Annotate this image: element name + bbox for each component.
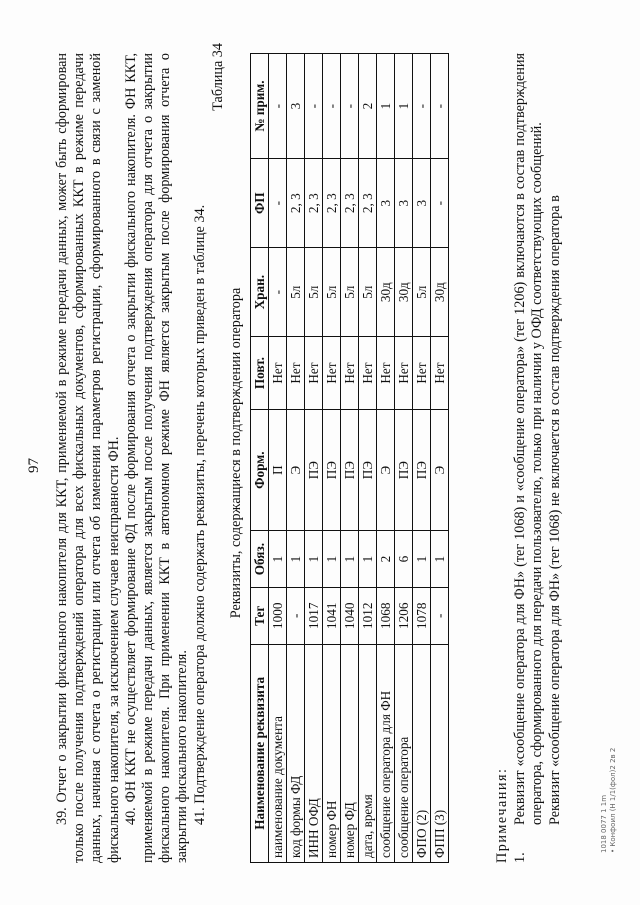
table-row [305,53,323,862]
table-cell: сообщение оператора для ФН [377,644,395,862]
col-header-tag: Тег [251,587,269,644]
table-cell: 1 [395,53,413,158]
table-cell: 2 [377,530,395,587]
table-cell: 1 [305,530,323,587]
table-title: Реквизиты, содержащиеся в подтверждении оператора [228,287,244,618]
table-row [377,53,395,862]
note-item [512,53,564,863]
table-cell: Нет [395,336,413,409]
table-cell: - [305,53,323,158]
table-cell: 1 [323,530,341,587]
table-cell: ПЭ [305,409,323,530]
table-cell: Э [431,409,449,530]
table-cell: 1000 [269,587,287,644]
table-cell: ПЭ [395,409,413,530]
table-cell: 1 [269,530,287,587]
table-cell: ПЭ [359,409,377,530]
table-cell: - [269,53,287,158]
body-text [54,53,209,863]
table-cell: код формы ФД [287,644,305,862]
table-header-row [251,53,269,862]
note-text-continued: Реквизит «сообщение оператора для ФН» (тег 1068) не включается в состав подтверждения оператора в [546,194,563,825]
table-cell: номер ФД [341,644,359,862]
table-cell: номер ФН [323,644,341,862]
note-text: Реквизит «сообщение оператора для ФН» (тег 1068) и «сообщение оператора» (тег 1206) включаются в состав подтверждения оператора, сформированного для передачи пользователю, только при наличии у ОФД соответствующих сообщений. [512,52,546,825]
table-cell: 1017 [305,587,323,644]
table-cell: 1 [341,530,359,587]
print-stamp [600,747,618,852]
table-cell: наименование документа [269,644,287,862]
table-row [359,53,377,862]
table-cell: 1 [359,530,377,587]
table-cell: Нет [431,336,449,409]
col-header-note: № прим. [251,53,269,158]
col-header-fp: ФП [251,158,269,247]
table-row [431,53,449,862]
table-cell: - [341,53,359,158]
table-row [287,53,305,862]
table-cell: - [269,158,287,247]
table-cell: 1040 [341,587,359,644]
col-header-mandatory: Обяз. [251,530,269,587]
table-cell: 1078 [413,587,431,644]
requisites-table [250,53,449,863]
paragraph-40: 40. ФН ККТ не осуществляет формирование ФД после формирования отчета о закрытии фискального накопителя. ФН ККТ, применяемой в режиме передачи данных, является закрытым после получения подтверждения оператора для отчета о закрытии фискального накопителя. При применении ККТ в автономном режиме ФН является закрытым после формирования отчета о закрытии фискального накопителя. [122,52,191,863]
table-cell: 2, 3 [359,158,377,247]
table-row [323,53,341,862]
table-cell: Э [287,409,305,530]
table-cell: 30д [377,247,395,336]
table-cell: 5л [323,247,341,336]
table-cell: Нет [269,336,287,409]
table-cell: Нет [341,336,359,409]
table-cell: 30д [395,247,413,336]
table-cell: Нет [305,336,323,409]
stamp-line-1: 1018 0077 1 1m [600,794,608,853]
table-cell: ФПП (3) [431,644,449,862]
table-cell: - [431,587,449,644]
table-cell: 1012 [359,587,377,644]
col-header-storage: Хран. [251,247,269,336]
table-caption: Таблица 34 [210,42,226,111]
table-cell: 5л [341,247,359,336]
table-cell: П [269,409,287,530]
table-cell: 2, 3 [305,158,323,247]
table-cell: Нет [377,336,395,409]
table-cell: Нет [323,336,341,409]
table-cell: Э [377,409,395,530]
table-cell: - [269,247,287,336]
note-number: 1. [512,851,529,863]
table-cell: 3 [287,53,305,158]
stamp-line-2: • Конфоил (Н 1/1(фол)2 2в 2 [609,747,617,853]
table-cell: 2, 3 [323,158,341,247]
col-header-repeat: Повт. [251,336,269,409]
paragraph-41: 41. Подтверждение оператора должно содержать реквизиты, перечень которых приведен в таблице 34. [191,204,208,825]
table-cell: ПЭ [323,409,341,530]
table-cell: 2, 3 [287,158,305,247]
table-cell: - [287,587,305,644]
table-cell: - [413,53,431,158]
table-cell: ФПО (2) [413,644,431,862]
table-cell: ПЭ [341,409,359,530]
page-number: 97 [26,457,42,473]
table-cell: 1 [413,530,431,587]
table-body [269,53,449,862]
table-cell: 5л [359,247,377,336]
notes-section [494,53,564,863]
table-cell: дата, время [359,644,377,862]
table-cell: 6 [395,530,413,587]
col-header-name: Наименование реквизита [251,644,269,862]
table-cell: ИНН ОФД [305,644,323,862]
table-cell: - [431,53,449,158]
table-cell: 30д [431,247,449,336]
table-cell: Нет [287,336,305,409]
table-cell: 1068 [377,587,395,644]
rotated-content [20,13,620,893]
table-cell: 1206 [395,587,413,644]
table-cell: - [431,158,449,247]
paragraph-39: 39. Отчет о закрытии фискального накопителя для ККТ, применяемой в режиме передачи данных, может быть сформирован только после получения подтверждений оператора для всех фискальных документов, сформированных ККТ в режиме передачи данных, начиная с отчета о регистрации или отчета об изменении параметров регистрации, сформированного в связи с заменой фискального накопителя, за исключением случаев неисправности ФН. [54,52,122,863]
table-cell: Нет [413,336,431,409]
table-cell: 3 [377,158,395,247]
table-row [413,53,431,862]
table-cell: 1 [377,53,395,158]
table-cell: ПЭ [413,409,431,530]
table-row [395,53,413,862]
table-cell: 1041 [323,587,341,644]
table-cell: - [323,53,341,158]
table-cell: Нет [359,336,377,409]
table-cell: 1 [431,530,449,587]
table-cell: 5л [287,247,305,336]
col-header-format: Форм. [251,409,269,530]
table-cell: 5л [413,247,431,336]
table-cell: 2 [359,53,377,158]
table-cell: 3 [395,158,413,247]
table-cell: 1 [287,530,305,587]
table-cell: 3 [413,158,431,247]
notes-title: Примечания: [494,767,510,863]
table-cell: сообщение оператора [395,644,413,862]
table-row [341,53,359,862]
table-cell: 2, 3 [341,158,359,247]
table-row [269,53,287,862]
table-cell: 5л [305,247,323,336]
